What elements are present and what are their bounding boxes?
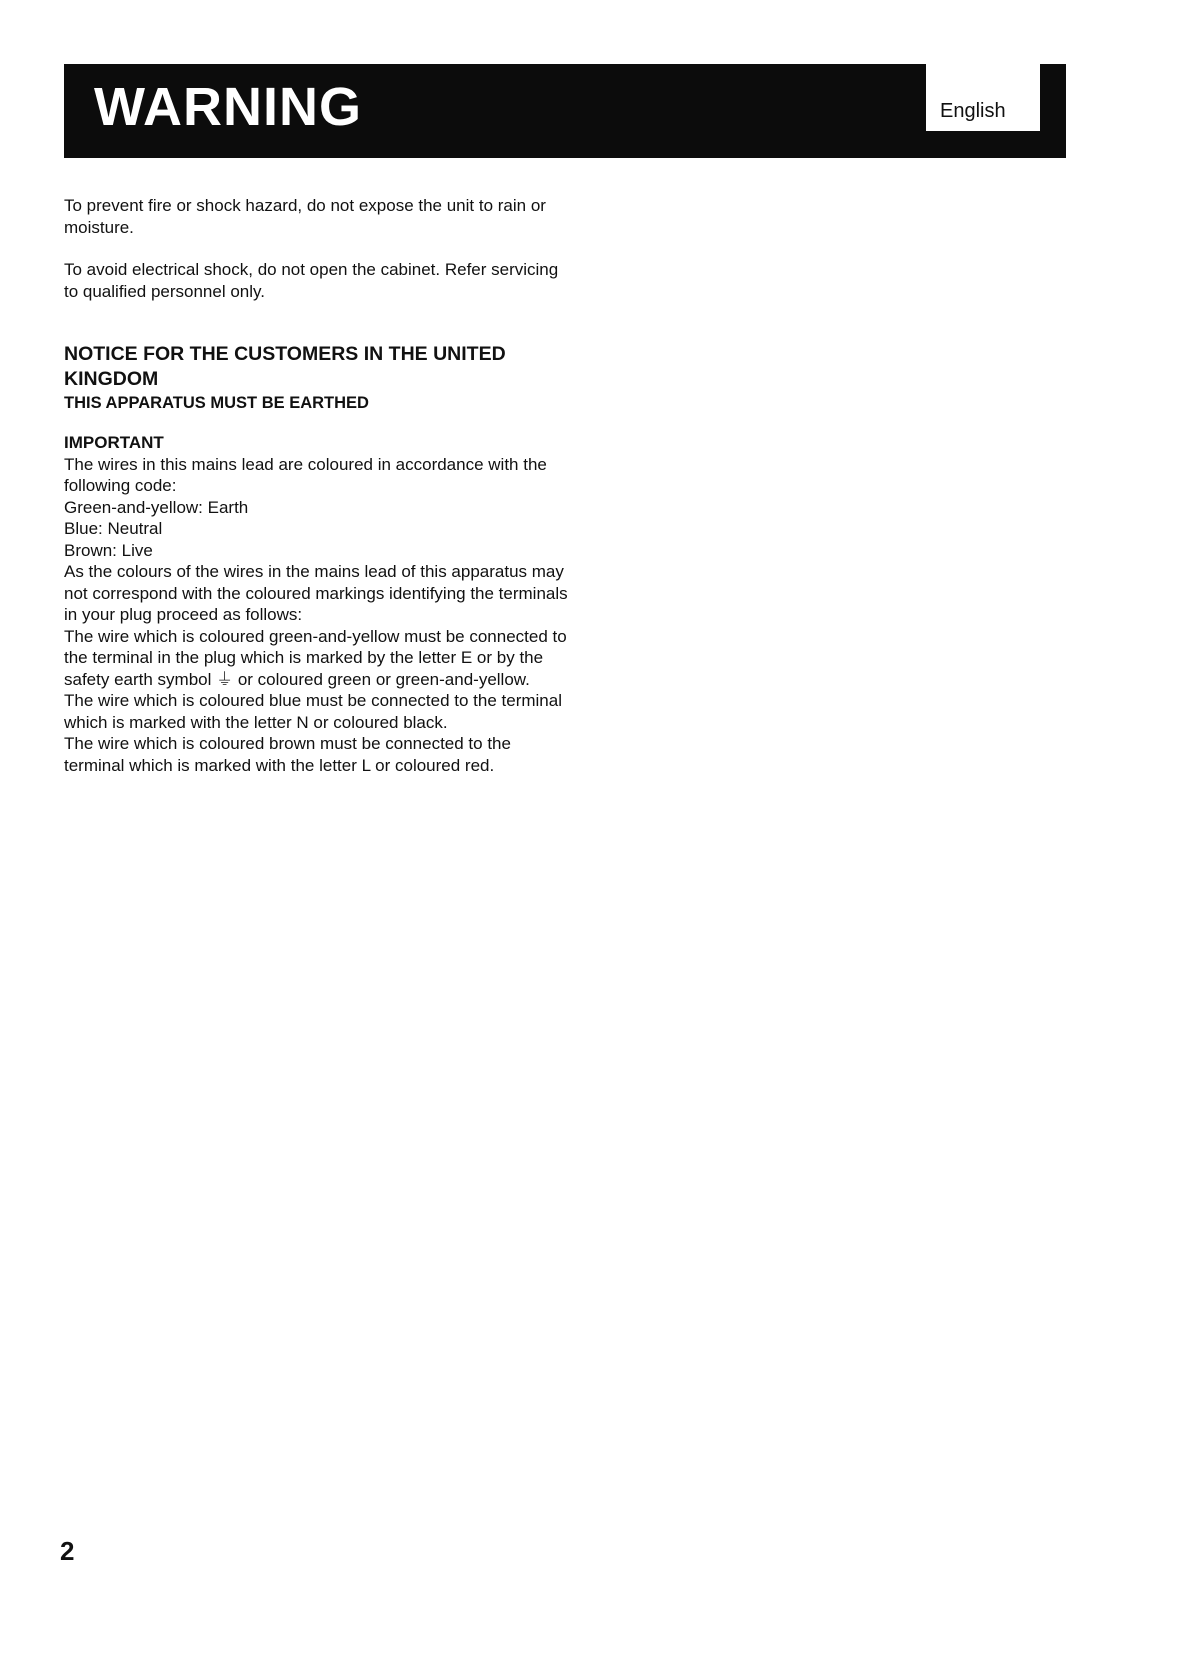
earthed-subheading: THIS APPARATUS MUST BE EARTHED (64, 394, 369, 412)
wiring-line: The wires in this mains lead are coloured in accordance with the following code: (64, 454, 547, 495)
warning-content (64, 195, 574, 776)
warning-header-bar (64, 64, 1066, 158)
wiring-instructions (64, 454, 574, 777)
shock-warning-text: To avoid electrical shock, do not open the cabinet. Refer servicing to qualified personnel only. (64, 260, 559, 301)
important-heading: IMPORTANT (64, 433, 164, 452)
page-title: WARNING (94, 77, 362, 137)
wiring-line: Brown: Live (64, 540, 153, 560)
language-tab (926, 64, 1040, 131)
wiring-line: The wire which is coloured brown must be connected to the terminal which is marked with the letter L or coloured red. (64, 734, 511, 775)
wiring-line: Blue: Neutral (64, 519, 163, 538)
wiring-line: Green-and-yellow: Earth (64, 497, 249, 517)
fire-warning-text: To prevent fire or shock hazard, do not expose the unit to rain or moisture. (64, 196, 546, 237)
language-label: English (940, 100, 1006, 122)
uk-notice-heading: NOTICE FOR THE CUSTOMERS IN THE UNITED KINGDOM (64, 343, 506, 390)
wiring-line: The wire which is coloured green-and-yellow must be connected to the terminal in the plug which is marked by the letter E or by the safety earth symbol ⏚ or coloured green or green-and-yellow. (64, 626, 567, 689)
wiring-line: The wire which is coloured blue must be connected to the terminal which is marked with the letter N or coloured black. (64, 691, 562, 732)
wiring-line: As the colours of the wires in the mains lead of this apparatus may not correspond with the coloured markings identifying the terminals in your plug proceed as follows: (64, 562, 568, 624)
page-number: 2 (60, 1536, 75, 1566)
